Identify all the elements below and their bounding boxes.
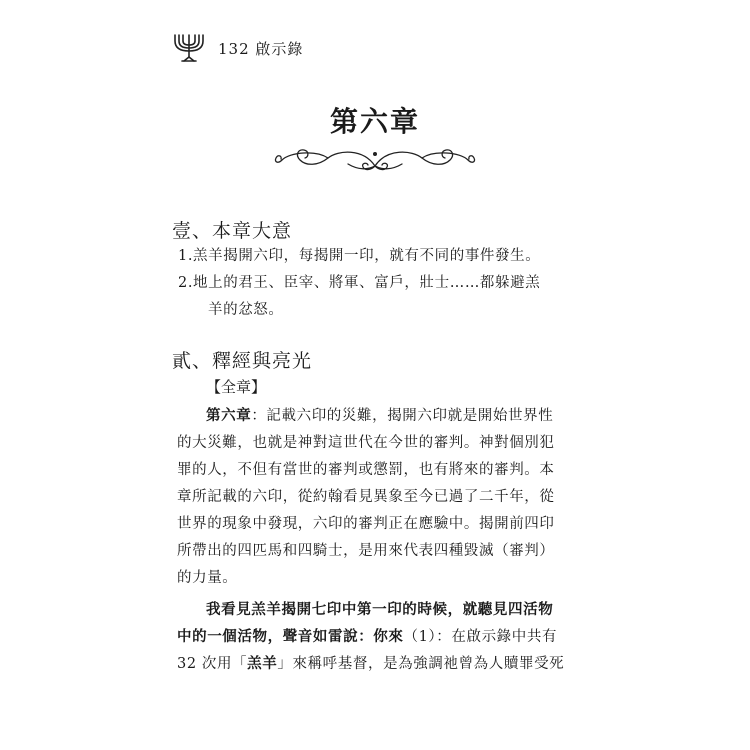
scripture-quote-1: 我看見羔羊揭開七印中第一印的時候，就聽見四活物 xyxy=(206,601,554,618)
paragraph-1-line-4: 章所記載的六印，從約翰看見異象至今已過了二千年，從 xyxy=(177,489,555,505)
menorah-icon xyxy=(172,31,206,65)
paragraph-2-line-2 xyxy=(177,625,557,646)
summary-item-2-line-2: 羊的忿怒。 xyxy=(208,302,284,318)
paragraph-1-line-2: 的大災難，也就是神對這世代在今世的審判。神對個別犯 xyxy=(177,435,555,451)
running-header xyxy=(172,28,303,68)
lamb-bold: 羔羊 xyxy=(247,655,278,672)
page-header-title: 132 啟示錄 xyxy=(218,39,304,58)
paragraph-2-line-3 xyxy=(177,652,564,673)
summary-item-1: 1.羔羊揭開六印，每揭開一印，就有不同的事件發生。 xyxy=(178,248,541,264)
summary-item-2-line-1: 2.地上的君王、臣宰、將軍、富戶，壯士……都躲避羔 xyxy=(178,275,541,291)
paragraph-1-line-1-text: ：記載六印的災難，揭開六印就是開始世界性 xyxy=(251,408,554,424)
paragraph-2-line-3-a: 32 次用「 xyxy=(177,656,248,672)
paragraph-1-line-5: 世界的現象中發現，六印的審判正在應驗中。揭開前四印 xyxy=(177,516,555,532)
paragraph-1-line-6: 所帶出的四匹馬和四騎士，是用來代表四種毀滅（審判） xyxy=(177,543,555,559)
scripture-quote-2: 中的一個活物，聲音如雷說：你來 xyxy=(177,628,404,645)
paragraph-1-line-7: 的力量。 xyxy=(177,570,238,586)
paragraph-1-line-3: 罪的人，不但有當世的審判或懲罰，也有將來的審判。本 xyxy=(177,462,555,478)
section-heading-summary: 壹、本章大意 xyxy=(172,220,293,242)
whole-chapter-label: 【全章】 xyxy=(206,378,267,396)
paragraph-2-line-2-text: （1）：在啟示錄中共有 xyxy=(403,629,558,645)
paragraph-2-line-1 xyxy=(206,598,553,619)
section-heading-exegesis: 貳、釋經與亮光 xyxy=(172,350,313,372)
chapter-title: 第六章 xyxy=(329,105,420,138)
scroll-ornament xyxy=(268,140,482,180)
paragraph-2-line-3-b: 」來稱呼基督，是為強調祂曾為人贖罪受死 xyxy=(277,656,565,672)
paragraph-1-line-1 xyxy=(206,404,553,425)
chapter-ref-bold: 第六章 xyxy=(206,407,252,424)
